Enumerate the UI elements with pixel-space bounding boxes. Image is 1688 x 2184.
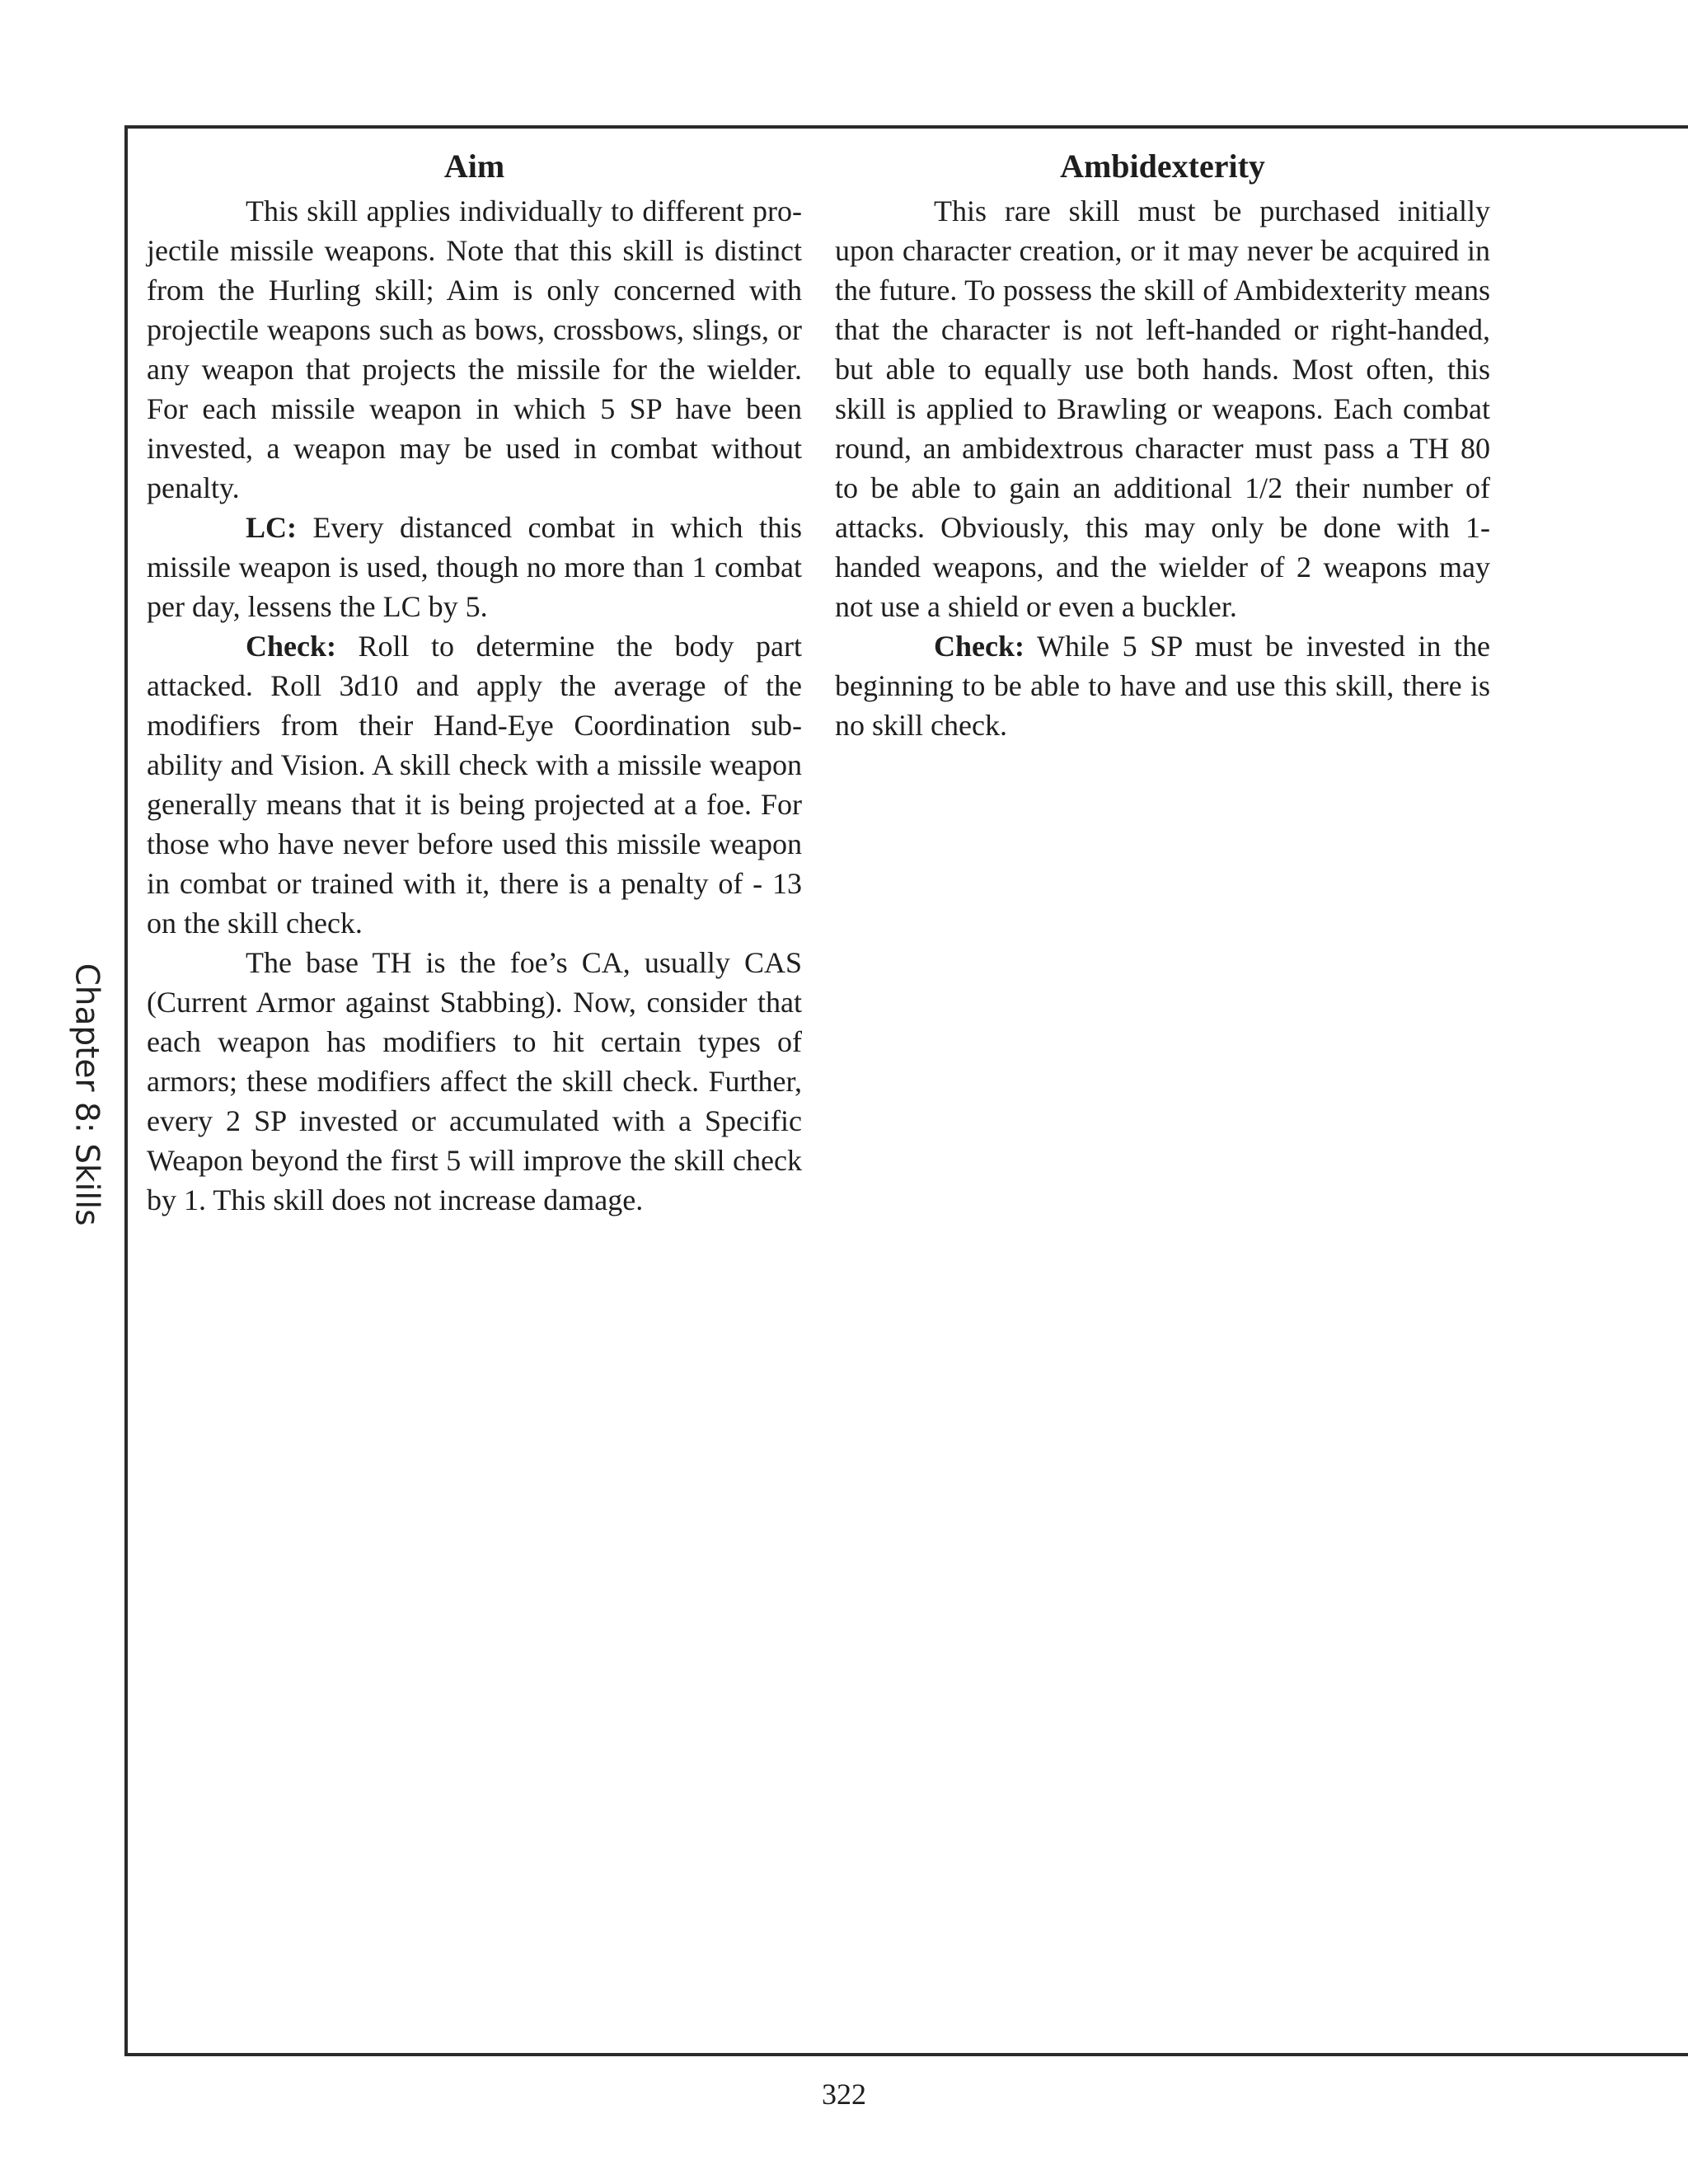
paragraph-label: Check:	[246, 630, 336, 663]
section-heading-ambidexterity: Ambidexterity	[1060, 148, 1265, 185]
paragraph-text: This rare skill must be purchased initially upon character creation, or it may never be acquired in the future. To possess the skill of Ambidexterity means that the character is not left-handed or right-handed, but able to equally use both hands. Most often, this skill is applied to Brawling or weapons. Each combat round, an ambidextrous character must pass a TH 80 to be able to gain an additional 1/2 their number of attacks. Obviously, this may only be done with 1-handed weapons, and the wielder of 2 weapons may not use a shield or even a buckler.	[835, 194, 1490, 623]
section-heading-aim: Aim	[443, 148, 505, 185]
paragraph-text: While 5 SP must be invested in the beginning to be able to have and use this skill, there is no skill check.	[835, 630, 1490, 742]
chapter-side-tab	[68, 958, 106, 1230]
page-number: 322	[822, 2078, 866, 2111]
paragraph-label: Check:	[934, 630, 1025, 663]
paragraph	[147, 626, 802, 943]
paragraph	[147, 943, 802, 1220]
paragraph	[147, 508, 802, 626]
paragraph	[147, 191, 802, 508]
paragraph-text: Every distanced combat in which this missile weapon is used, though no more than 1 combat per day, lessens the LC by 5.	[147, 511, 802, 623]
running-head: Chapter 8: Skills	[68, 963, 106, 1226]
paragraph-text: This skill applies individually to different projectile missile weapons. Note that this skill is distinct from the Hurling skill; Aim is only concerned with projectile weapons such as bows, crossbows, slings, or any weapon that projects the missile for the wielder. For each missile weapon in which 5 SP have been invested, a weapon may be used in combat without penalty.	[147, 194, 802, 504]
paragraph-text: Roll to determine the body part attacked. Roll 3d10 and apply the average of the modifiers from their Hand-Eye Coordination sub-ability and Vision. A skill check with a missile weapon generally means that it is being projected at a foe. For those who have never before used this missile weapon in combat or trained with it, there is a penalty of - 13 on the skill check.	[147, 630, 802, 940]
paragraph	[835, 191, 1490, 626]
paragraph-text: The base TH is the foe’s CA, usually CAS (Current Armor against Stabbing). Now, consider that each weapon has modifiers to hit certain types of armors; these modifiers affect the skill check. Further, every 2 SP invested or accumulated with a Specific Weapon beyond the first 5 will improve the skill check by 1. This skill does not increase damage.	[147, 946, 802, 1216]
left-column	[147, 145, 802, 1220]
paragraph-label: LC:	[246, 511, 297, 544]
right-column	[835, 145, 1490, 745]
paragraph	[835, 626, 1490, 745]
